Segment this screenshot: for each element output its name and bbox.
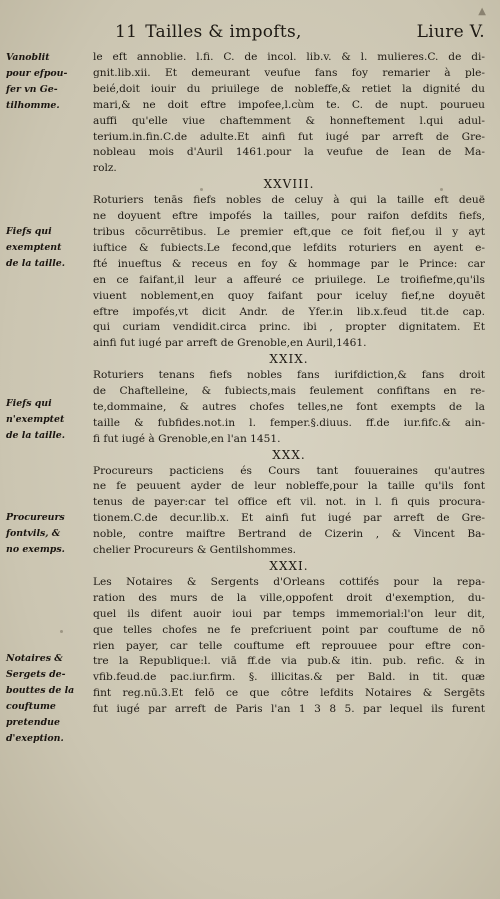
margin-note-fiefs-nexemptent: [6, 396, 92, 444]
margin-note-line: bouttes de la: [6, 684, 75, 696]
text-line: Procureurs pacticiens és Cours tant fouueraines qu'autres: [93, 464, 485, 477]
paper-speck: [60, 630, 63, 633]
text-line: auffi qu'elle viue chaftemment & honneftement l.qui adul-: [93, 114, 485, 127]
running-header: [115, 22, 485, 42]
text-line: de Chaftelleine, & fubiects,mais feulement confiftans en re-: [93, 385, 485, 398]
text-line: vfib.feud.de pac.iur.firm. §. illicitas.& per Bald. in tit. quæ: [93, 671, 485, 684]
section-heading: XXVIII.: [263, 177, 315, 192]
text-line: ainfi fut iugé par arreft de Grenoble,en Auril,1461.: [93, 337, 367, 350]
margin-note-annoblit: [6, 50, 92, 114]
running-title: Tailles & impofts,: [145, 22, 302, 42]
section-heading: XXIX.: [269, 352, 309, 367]
text-line: ne doyuent eftre impofés la tailles, pour raifon defdits fiefs,: [93, 210, 485, 223]
text-line: beié,doit iouir du priuilege de nobleffe,& retiet la dignité du: [93, 82, 485, 95]
margin-note-line: n'exemptet: [6, 413, 65, 425]
paper-speck: [200, 188, 203, 191]
page-number: 11: [115, 22, 138, 42]
text-line: rien payer, car telle couftume eft reprouuee pour eftre con-: [93, 639, 485, 652]
text-line: quel ils difent auoir ioui par temps immemorial:l'on leur dit,: [93, 607, 485, 620]
section-heading: XXX.: [272, 447, 306, 462]
margin-note-line: Fiefs qui: [6, 226, 52, 237]
text-line: rolz.: [93, 162, 117, 175]
margin-note-line: Notaires &: [6, 653, 63, 664]
text-line: viuent noblement,en quoy faifant pour iceluy fief,ne doyuēt: [93, 289, 485, 302]
margin-note-line: Sergets de-: [6, 668, 66, 680]
text-line: qui curiam vendidit.circa princ. ibi , propter dignitatem. Et: [93, 321, 485, 334]
text-line: ration des murs de la ville,oppofent droit d'exemption, du-: [93, 591, 485, 604]
margin-note-fiefs-exemptent: [6, 224, 92, 272]
text-line: chelier Procureurs & Gentilshommes.: [93, 544, 297, 557]
margin-note-line: fer vn Ge-: [6, 83, 58, 95]
text-line: nobleau mois d'Auril 1461.pour la veufue de Iean de Ma-: [93, 146, 485, 159]
text-line: tribus cōcurrētibus. Le premier eft,que ce foit fief,ou il y ayt: [93, 225, 485, 238]
text-line: fint reg.nū.3.Et felō ce que côtre lefdits Notaires & Sergēts: [93, 687, 485, 700]
text-line: Roturiers tenans fiefs nobles fans iurifdiction,& fans droit: [93, 369, 485, 382]
text-line: que telles chofes ne fe prefcriuent point par couftume de nō: [93, 623, 485, 636]
text-line: ne fe peuuent ayder de leur nobleffe,pour la taille qu'ils font: [93, 480, 485, 493]
body-text: [93, 50, 485, 718]
text-line: te,dommaine, & autres chofes telles,ne font exempts de la: [93, 400, 485, 413]
margin-note-line: tilhomme.: [6, 99, 60, 111]
text-line: en ce faifant,il leur a affeuré ce priuilege. Le troifiefme,qu'ils: [93, 273, 485, 286]
text-line: fut iugé par arreft de Paris l'an 1 3 8 5. par lequel ils furent: [93, 703, 485, 716]
text-line: tionem.C.de decur.lib.x. Et ainfi fut iugé par arreft de Gre-: [93, 512, 485, 525]
margin-note-procureurs: [6, 510, 92, 558]
margin-note-line: couftume: [6, 700, 56, 712]
margin-note-line: Fiefs qui: [6, 398, 52, 409]
text-line: gnit.lib.xii. Et demeurant veufue fans foy remarier à ple-: [93, 66, 485, 79]
text-line: taille & fubfides.not.in l. femper.§.diuus. ff.de iur.fifc.& ain-: [93, 416, 485, 429]
text-line: fté inueftus & receus en foy & hommage par le Prince: car: [93, 257, 485, 270]
margin-note-line: de la taille.: [6, 429, 66, 441]
margin-note-line: no exemps.: [6, 543, 65, 555]
paper-speck: [440, 188, 443, 191]
margin-note-notaires: [6, 651, 92, 746]
margin-note-line: exemptent: [6, 241, 62, 253]
margin-note-line: pretendue: [6, 716, 60, 728]
text-line: Roturiers tenās fiefs nobles de celuy à qui la taille eft deuë: [93, 194, 485, 207]
text-line: tre la Republique:l. viā ff.de via pub.& itin. pub. refic. & in: [93, 655, 485, 668]
text-line: Les Notaires & Sergents d'Orleans cottifés pour la repa-: [93, 575, 485, 588]
text-line: tenus de payer:car tel office eft vil. not. in l. fi quis procura-: [93, 496, 485, 509]
text-line: fi fut iugé à Grenoble,en l'an 1451.: [93, 432, 281, 445]
margin-note-line: de la taille.: [6, 257, 66, 269]
book-label: Liure V.: [416, 22, 485, 42]
corner-mark: ▲: [478, 6, 486, 17]
margin-note-line: pour efpou-: [6, 67, 68, 79]
text-line: mari,& ne doit eftre impofee,l.cùm te. C. de nupt. pourueu: [93, 98, 485, 111]
section-heading: XXXI.: [269, 559, 309, 573]
margin-note-line: Procureurs: [6, 512, 65, 523]
margin-note-line: fontvils, &: [6, 527, 61, 539]
margin-note-line: d'exeption.: [6, 732, 64, 744]
text-line: iuftice & fubiects.Le fecond,que lefdits roturiers en ayent e-: [93, 241, 485, 254]
text-line: terium.in.fin.C.de adulte.Et ainfi fut iugé par arreft de Gre-: [93, 130, 485, 143]
margin-note-line: Vanoblit: [6, 52, 50, 63]
text-line: le eft annoblie. l.fi. C. de incol. lib.v. & l. mulieres.C. de di-: [93, 51, 485, 63]
text-line: eftre impofés,vt dicit Andr. de Yfer.in lib.x.feud tit.de cap.: [93, 305, 485, 318]
text-line: noble, contre maiftre Bertrand de Cizerin , & Vincent Ba-: [93, 528, 485, 541]
